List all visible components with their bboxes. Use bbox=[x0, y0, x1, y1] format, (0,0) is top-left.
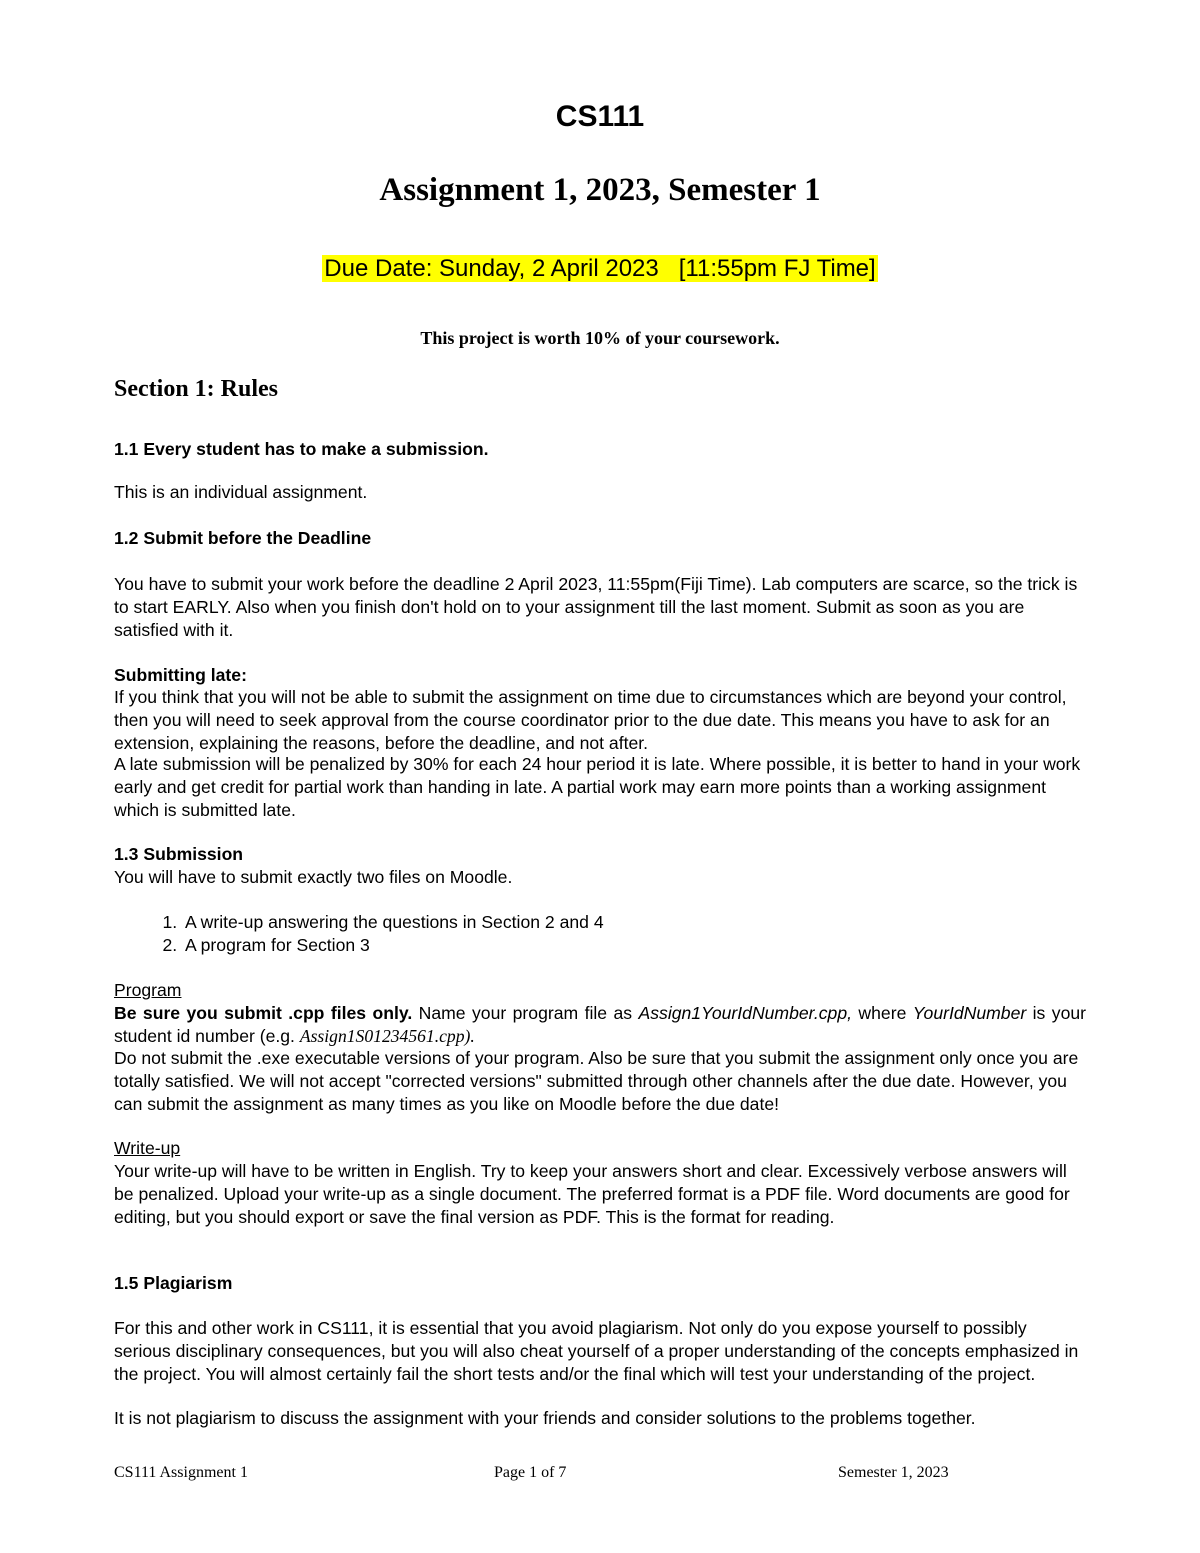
program-idvar: YourIdNumber bbox=[912, 1003, 1027, 1023]
s1-5-text-2: It is not plagiarism to discuss the assignment with your friends and consider solutions to the problems together. bbox=[114, 1408, 976, 1428]
program-text-c: is your student id number (e.g. bbox=[114, 1003, 1091, 1046]
due-date-text: Due Date: Sunday, 2 April 2023 [11:55pm FJ Time] bbox=[324, 255, 876, 282]
program-text bbox=[114, 1002, 1091, 1048]
program-text-a: Name your program file as bbox=[412, 1003, 639, 1023]
s1-1-heading: 1.1 Every student has to make a submission. bbox=[114, 439, 489, 459]
s1-3-text: You will have to submit exactly two files on Moodle. bbox=[114, 867, 513, 887]
section-1-heading: Section 1: Rules bbox=[114, 376, 278, 402]
late-text-1: If you think that you will not be able to submit the assignment on time due to circumstances which are beyond your control, then you will need to seek approval from the course coordinator prior to the due date. This means you have to ask for an extension, explaining the reasons, before the deadline, and not after. bbox=[114, 687, 1067, 753]
s1-1-text: This is an individual assignment. bbox=[114, 482, 368, 502]
s1-2-text: You have to submit your work before the deadline 2 April 2023, 11:55pm(Fiji Time). Lab computers are scarce, so the trick is to start EARLY. Also when you finish don't hold on to your assignment till the last moment. Submit as soon as you are satisfied with it. bbox=[114, 574, 1078, 640]
late-text-2: A late submission will be penalized by 30% for each 24 hour period it is late. Where possible, it is better to hand in your work early and get credit for partial work than handing in late. A partial work may earn more points than a working assignment which is submitted late. bbox=[114, 754, 1081, 820]
writeup-text: Your write-up will have to be written in English. Try to keep your answers short and clear. Excessively verbose answers will be penalized. Upload your write-up as a single document. The preferred format is a PDF file. Word documents are good for editing, but you should export or save the final version as PDF. This is the format for reading. bbox=[114, 1161, 1070, 1227]
s1-5-heading: 1.5 Plagiarism bbox=[114, 1273, 233, 1293]
writeup-heading: Write-up bbox=[114, 1138, 181, 1158]
due-date-banner bbox=[0, 255, 1200, 283]
program-filename: Assign1YourIdNumber.cpp, bbox=[638, 1003, 853, 1023]
footer-page-number: Page 1 of 7 bbox=[494, 1464, 567, 1481]
program-bold: Be sure you submit .cpp files only. bbox=[114, 1003, 413, 1023]
program-example: Assign1S01234561.cpp). bbox=[299, 1025, 475, 1046]
program-text-2: Do not submit the .exe executable versions of your program. Also be sure that you submit the assignment only once you are totally satisfied. We will not accept "corrected versions" submitted through other channels after the due date. However, you can submit the assignment as many times as you like on Moodle before the due date! bbox=[114, 1048, 1079, 1114]
footer-left: CS111 Assignment 1 bbox=[114, 1464, 248, 1481]
list-item: 1. A write-up answering the questions in Section 2 and 4 bbox=[182, 911, 1086, 934]
program-text-b: where bbox=[852, 1003, 913, 1023]
list-item: 2. A program for Section 3 bbox=[182, 934, 1086, 957]
s1-2-heading: 1.2 Submit before the Deadline bbox=[114, 528, 372, 548]
footer-right: Semester 1, 2023 bbox=[838, 1464, 949, 1481]
program-heading: Program bbox=[114, 980, 182, 1000]
s1-5-text-1: For this and other work in CS111, it is essential that you avoid plagiarism. Not only do you expose yourself to possibly serious disciplinary consequences, but you will also cheat yourself of a proper understanding of the concepts emphasized in the project. You will almost certainly fail the short tests and/or the final which will test your understanding of the project. bbox=[114, 1318, 1079, 1384]
s1-3-heading: 1.3 Submission bbox=[114, 844, 244, 864]
assignment-title: Assignment 1, 2023, Semester 1 bbox=[379, 172, 821, 208]
worth-statement: This project is worth 10% of your coursework. bbox=[420, 328, 780, 348]
course-code: CS111 bbox=[555, 100, 645, 133]
late-heading: Submitting late: bbox=[114, 665, 247, 685]
submission-list bbox=[114, 911, 1086, 957]
